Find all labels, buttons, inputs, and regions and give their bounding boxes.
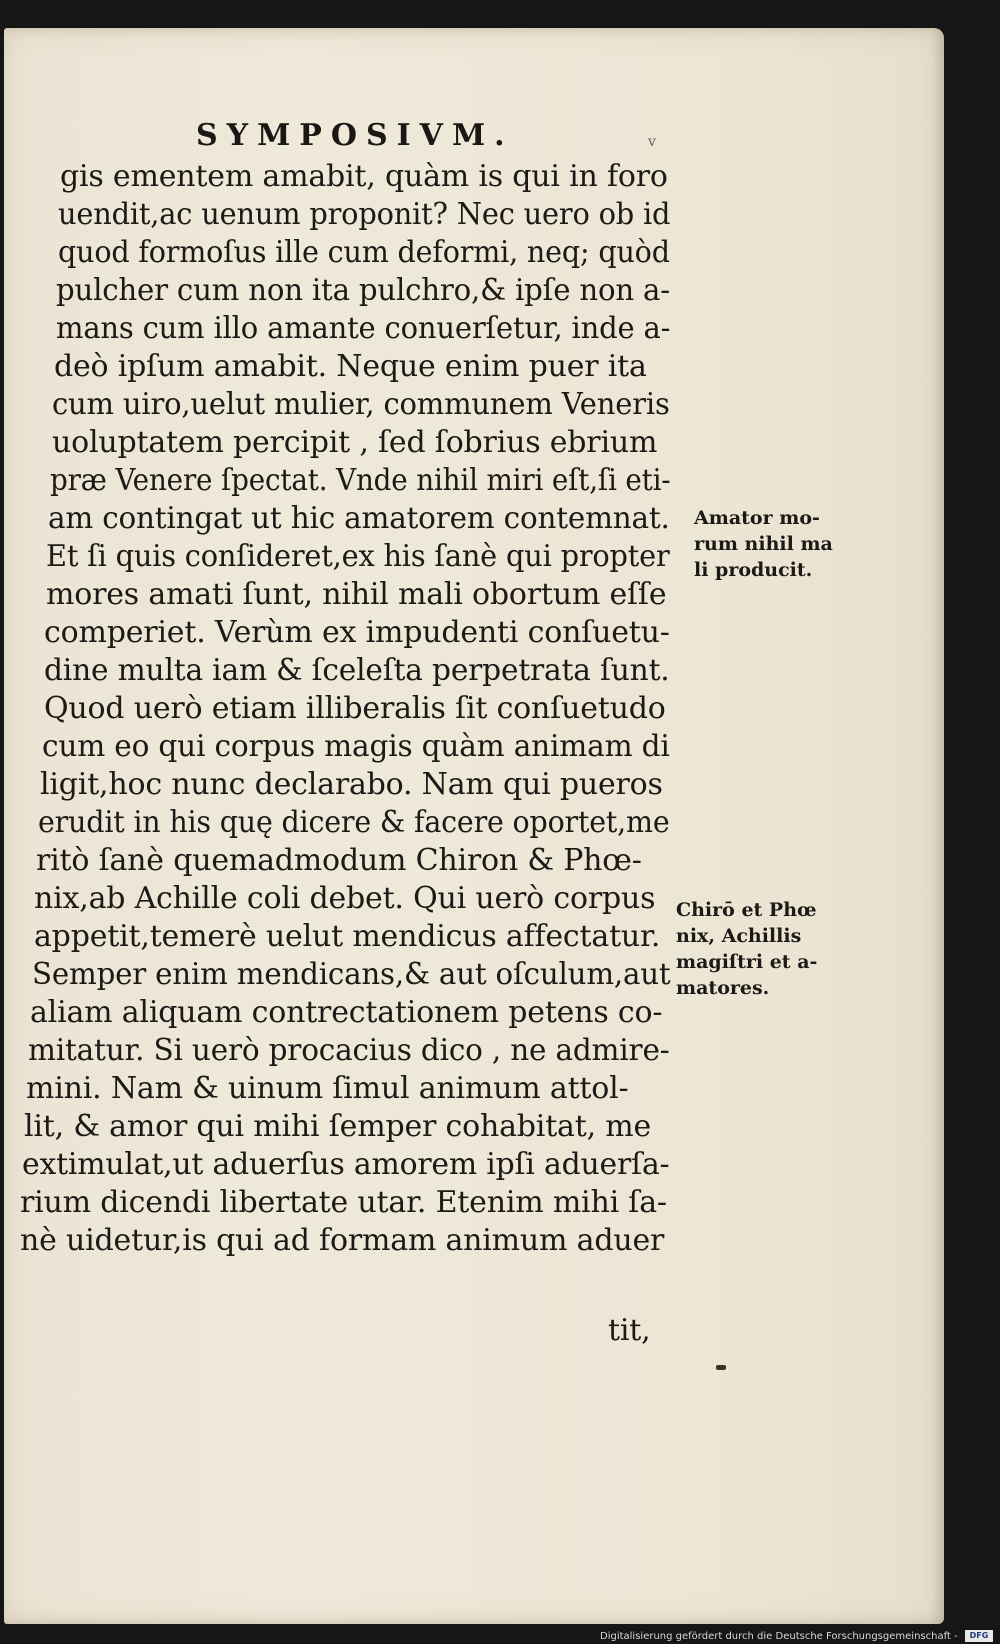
text-line: lit, & amor qui mihi ſemper cohabitat, me — [24, 1109, 652, 1144]
text-line: mans cum illo amante conuerſetur, inde a- — [56, 311, 671, 346]
text-line: mitatur. Si uerò procacius dico , ne admire- — [28, 1033, 670, 1068]
signature-mark: v — [648, 134, 656, 150]
text-line: cum eo qui corpus magis quàm animam di — [42, 729, 670, 764]
text-line: nix,ab Achille coli debet. Qui uerò corpus — [34, 881, 656, 916]
marginal-note-line: rum nihil ma — [694, 533, 833, 555]
text-line: mini. Nam & uinum ſimul animum attol- — [26, 1071, 629, 1106]
text-line: dine multa iam & ſceleſta perpetrata ſunt. — [44, 653, 670, 688]
marginal-note-line: Amator mo- — [694, 507, 820, 529]
text-line: aliam aliquam contrectationem petens co- — [30, 995, 663, 1030]
catchword: tit, — [608, 1313, 651, 1348]
text-line: uoluptatem percipit , ſed ſobrius ebrium — [52, 425, 658, 460]
text-line: nè uidetur,is qui ad formam animum aduer — [20, 1223, 665, 1258]
text-line: deò ipſum amabit. Neque enim puer ita — [54, 349, 647, 384]
text-line: erudit in his quę dicere & facere oportet,me — [38, 805, 670, 840]
footer-credit: Digitalisierung gefördert durch die Deutsche Forschungsgemeinschaft - — [600, 1631, 958, 1642]
text-line: Quod uerò etiam illiberalis ſit conſuetudo — [44, 691, 666, 726]
marginal-note-amator — [694, 505, 833, 583]
text-line: ligit,hoc nunc declarabo. Nam qui pueros — [40, 767, 663, 802]
marginal-note-chiron — [676, 897, 817, 1001]
text-line: præ Venere ſpectat. Vnde nihil miri eſt,ſi eti- — [50, 463, 671, 498]
text-line: appetit,temerè uelut mendicus affectatur. — [34, 919, 661, 954]
text-line: am contingat ut hic amatorem contemnat. — [48, 501, 670, 536]
text-line: uendit,ac uenum proponit? Nec uero ob id — [58, 197, 671, 232]
text-line: rium dicendi libertate utar. Etenim mihi ſa- — [20, 1185, 667, 1220]
text-line: ritò ſanè quemadmodum Chiron & Phœ- — [36, 843, 642, 878]
marginal-note-line: matores. — [676, 977, 770, 999]
marginal-note-line: magiſtri et a- — [676, 951, 818, 973]
marginal-note-line: li producit. — [694, 559, 813, 581]
text-line: comperiet. Verùm ex impudenti conſuetu- — [44, 615, 670, 650]
text-line: Et ſi quis conſideret,ex his ſanè qui propter — [46, 539, 670, 574]
ink-blot — [716, 1365, 726, 1370]
text-line: gis ementem amabit, quàm is qui in foro — [60, 159, 668, 194]
running-title: SYMPOSIVM. — [196, 118, 514, 153]
dfg-logo: DFG — [965, 1630, 993, 1642]
text-line: mores amati ſunt, nihil mali obortum eſſe — [46, 577, 667, 612]
text-line: cum uiro,uelut mulier, communem Veneris — [52, 387, 670, 422]
text-line: quod formoſus ille cum deformi, neq; quòd — [58, 235, 670, 270]
text-line: Semper enim mendicans,& aut oſculum,aut — [32, 957, 671, 992]
marginal-note-line: Chirō et Phœ — [676, 899, 817, 921]
text-line: pulcher cum non ita pulchro,& ipſe non a- — [56, 273, 670, 308]
text-line: extimulat,ut aduerſus amorem ipſi aduerſa- — [22, 1147, 670, 1182]
marginal-note-line: nix, Achillis — [676, 925, 802, 947]
